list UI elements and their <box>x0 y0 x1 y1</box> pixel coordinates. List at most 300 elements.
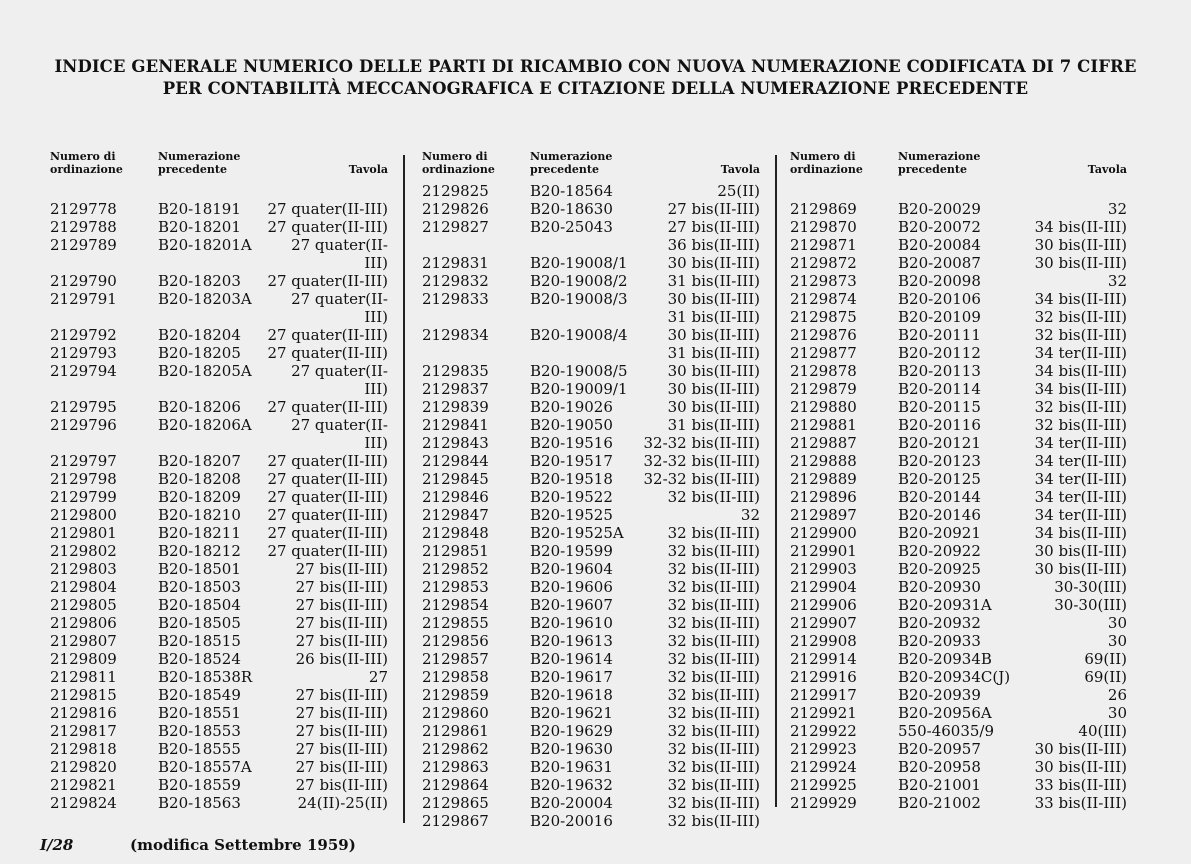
previous-number: B20-18515 <box>158 632 241 650</box>
page-number: I/28 <box>40 836 74 854</box>
previous-number: B20-18191 <box>158 200 241 218</box>
previous-number: B20-18504 <box>158 596 241 614</box>
part-number: 2129897 <box>790 506 857 524</box>
part-number: 2129879 <box>790 380 857 398</box>
previous-number: B20-20029 <box>898 200 981 218</box>
header-numero <box>422 150 495 176</box>
header-numero-line1: Numero di <box>50 150 116 163</box>
part-number: 2129816 <box>50 704 117 722</box>
previous-number: B20-20934C(J) <box>898 668 1011 686</box>
table-reference: 26 <box>1107 686 1127 704</box>
table-reference: 34 bis(II-III) <box>1034 362 1127 380</box>
previous-number: B20-18555 <box>158 740 241 758</box>
table-reference: 30 bis(II-III) <box>1034 758 1127 776</box>
part-number: 2129887 <box>790 434 857 452</box>
table-row <box>790 722 1127 740</box>
table-reference: 25(II) <box>717 182 760 200</box>
part-number: 2129834 <box>422 326 489 344</box>
table-reference: 32 <box>740 506 760 524</box>
part-number: 2129925 <box>790 776 857 794</box>
table-reference: 32 bis(II-III) <box>667 740 760 758</box>
part-number: 2129805 <box>50 596 117 614</box>
previous-number: B20-20072 <box>898 218 981 236</box>
header-tavola: Tavola <box>1087 163 1127 176</box>
table-reference: 34 ter(II-III) <box>1034 434 1127 452</box>
table-row <box>422 218 760 236</box>
table-reference: 32 bis(II-III) <box>667 722 760 740</box>
previous-number: B20-20146 <box>898 506 981 524</box>
table-row <box>422 470 760 488</box>
table-reference: 34 ter(II-III) <box>1034 506 1127 524</box>
part-number: 2129815 <box>50 686 117 704</box>
table-row <box>790 776 1127 794</box>
table-reference: 32 <box>1107 200 1127 218</box>
table-reference: 27 bis(II-III) <box>295 740 388 758</box>
table-reference: 32 bis(II-III) <box>667 686 760 704</box>
table-row <box>50 236 388 254</box>
previous-number: B20-19008/5 <box>530 362 628 380</box>
table-reference: 34 ter(II-III) <box>1034 452 1127 470</box>
table-row <box>790 650 1127 668</box>
table-reference: 27 quater(II-III) <box>267 200 388 218</box>
index-column-3 <box>790 150 1127 812</box>
table-row <box>50 272 388 290</box>
column-header <box>50 150 388 182</box>
part-number: 2129846 <box>422 488 489 506</box>
header-numerazione-line1: Numerazione <box>530 150 613 163</box>
table-reference: 32 bis(II-III) <box>1034 416 1127 434</box>
table-reference: 30 bis(II-III) <box>1034 542 1127 560</box>
table-reference: 30 bis(II-III) <box>667 362 760 380</box>
table-reference: 32 bis(II-III) <box>1034 308 1127 326</box>
table-reference: 32 bis(II-III) <box>667 524 760 542</box>
previous-number: B20-19610 <box>530 614 613 632</box>
table-reference: 27 quater(II-III) <box>267 524 388 542</box>
table-row <box>50 632 388 650</box>
previous-number: B20-18206 <box>158 398 241 416</box>
table-reference: 27 quater(II-III) <box>267 398 388 416</box>
table-reference: 27 quater(II-III) <box>267 344 388 362</box>
table-reference: 32 bis(II-III) <box>667 704 760 722</box>
part-number: 2129900 <box>790 524 857 542</box>
part-number: 2129818 <box>50 740 117 758</box>
table-row <box>422 650 760 668</box>
previous-number: B20-20939 <box>898 686 981 704</box>
table-row <box>790 362 1127 380</box>
part-number: 2129792 <box>50 326 117 344</box>
table-row <box>422 434 760 452</box>
table-row <box>422 524 760 542</box>
table-row <box>790 344 1127 362</box>
part-number: 2129845 <box>422 470 489 488</box>
table-row <box>422 398 760 416</box>
table-reference: 32 bis(II-III) <box>667 632 760 650</box>
previous-number: B20-25043 <box>530 218 613 236</box>
rows-container <box>422 182 760 830</box>
table-row <box>790 416 1127 434</box>
table-row <box>422 614 760 632</box>
table-row <box>50 362 388 380</box>
table-row <box>50 488 388 506</box>
previous-number: B20-18564 <box>530 182 613 200</box>
part-number: 2129864 <box>422 776 489 794</box>
part-number: 2129904 <box>790 578 857 596</box>
part-number: 2129839 <box>422 398 489 416</box>
previous-number: B20-20123 <box>898 452 981 470</box>
table-reference: 27 quater(II-III) <box>267 506 388 524</box>
header-tavola: Tavola <box>348 163 388 176</box>
part-number: 2129837 <box>422 380 489 398</box>
table-row <box>50 686 388 704</box>
previous-number: B20-19606 <box>530 578 613 596</box>
previous-number: B20-19008/4 <box>530 326 628 344</box>
part-number: 2129825 <box>422 182 489 200</box>
table-row <box>50 560 388 578</box>
previous-number: B20-20931A <box>898 596 992 614</box>
previous-number: B20-19614 <box>530 650 613 668</box>
previous-number: B20-18559 <box>158 776 241 794</box>
previous-number: B20-19618 <box>530 686 613 704</box>
table-reference: 27 quater(II- <box>291 416 388 434</box>
part-number: 2129832 <box>422 272 489 290</box>
table-reference: 27 bis(II-III) <box>667 200 760 218</box>
header-numero-line2: ordinazione <box>790 163 863 176</box>
table-row <box>790 452 1127 470</box>
previous-number: B20-19009/1 <box>530 380 628 398</box>
table-reference: 32 <box>1107 272 1127 290</box>
header-numerazione <box>530 150 612 176</box>
table-row <box>422 686 760 704</box>
table-row <box>50 506 388 524</box>
previous-number: B20-19050 <box>530 416 613 434</box>
table-reference: 27 quater(II- <box>291 290 388 308</box>
part-number: 2129878 <box>790 362 857 380</box>
previous-number: B20-18204 <box>158 326 241 344</box>
table-reference: 32 bis(II-III) <box>1034 398 1127 416</box>
table-row <box>422 596 760 614</box>
previous-number: B20-19631 <box>530 758 613 776</box>
table-row <box>422 812 760 830</box>
table-reference: 34 ter(II-III) <box>1034 488 1127 506</box>
index-column-1 <box>50 150 388 812</box>
table-row <box>790 488 1127 506</box>
part-number: 2129873 <box>790 272 857 290</box>
previous-number: B20-20084 <box>898 236 981 254</box>
header-numero-line2: ordinazione <box>422 163 495 176</box>
part-number: 2129854 <box>422 596 489 614</box>
previous-number: B20-18549 <box>158 686 241 704</box>
table-reference: 27 bis(II-III) <box>295 596 388 614</box>
table-reference: 27 <box>368 668 388 686</box>
table-reference: 27 quater(II-III) <box>267 488 388 506</box>
previous-number: B20-20087 <box>898 254 981 272</box>
previous-number: B20-18505 <box>158 614 241 632</box>
previous-number: B20-20957 <box>898 740 981 758</box>
table-row <box>790 308 1127 326</box>
previous-number: B20-21001 <box>898 776 981 794</box>
previous-number: B20-20934B <box>898 650 992 668</box>
part-number: 2129826 <box>422 200 489 218</box>
table-row <box>422 380 760 398</box>
table-row <box>422 344 760 362</box>
previous-number: B20-18203A <box>158 290 252 308</box>
part-number: 2129820 <box>50 758 117 776</box>
table-row <box>790 740 1127 758</box>
previous-number: B20-19607 <box>530 596 613 614</box>
part-number: 2129875 <box>790 308 857 326</box>
previous-number: B20-20933 <box>898 632 981 650</box>
table-row <box>790 668 1127 686</box>
table-reference: 30 bis(II-III) <box>1034 236 1127 254</box>
table-row <box>790 542 1127 560</box>
table-reference: 30 <box>1107 632 1127 650</box>
part-number: 2129865 <box>422 794 489 812</box>
part-number: 2129876 <box>790 326 857 344</box>
header-numerazione-line2: precedente <box>530 163 599 176</box>
part-number: 2129923 <box>790 740 857 758</box>
table-reference: III) <box>364 380 388 398</box>
table-row <box>422 416 760 434</box>
previous-number: B20-18503 <box>158 578 241 596</box>
table-row <box>422 704 760 722</box>
part-number: 2129799 <box>50 488 117 506</box>
previous-number: B20-19604 <box>530 560 613 578</box>
previous-number: B20-20114 <box>898 380 981 398</box>
table-reference: 34 bis(II-III) <box>1034 218 1127 236</box>
header-numerazione <box>158 150 240 176</box>
table-row <box>50 704 388 722</box>
table-reference: 30 <box>1107 614 1127 632</box>
table-row <box>422 326 760 344</box>
previous-number: B20-20116 <box>898 416 981 434</box>
table-reference: 30 <box>1107 704 1127 722</box>
table-row <box>422 578 760 596</box>
previous-number: B20-18551 <box>158 704 241 722</box>
previous-number: B20-20121 <box>898 434 981 452</box>
part-number: 2129791 <box>50 290 117 308</box>
table-row <box>422 452 760 470</box>
previous-number: B20-19525A <box>530 524 624 542</box>
table-row <box>422 506 760 524</box>
table-row <box>50 758 388 776</box>
table-reference: 27 quater(II-III) <box>267 218 388 236</box>
table-reference: 32 bis(II-III) <box>667 578 760 596</box>
part-number: 2129907 <box>790 614 857 632</box>
header-numerazione <box>898 150 980 176</box>
table-row <box>50 794 388 812</box>
table-reference: 33 bis(II-III) <box>1034 776 1127 794</box>
table-reference: 26 bis(II-III) <box>295 650 388 668</box>
table-reference: 27 bis(II-III) <box>295 704 388 722</box>
previous-number: B20-19629 <box>530 722 613 740</box>
part-number: 2129929 <box>790 794 857 812</box>
part-number: 2129922 <box>790 722 857 740</box>
table-reference: 27 bis(II-III) <box>295 578 388 596</box>
previous-number: B20-19621 <box>530 704 613 722</box>
header-numero-line1: Numero di <box>422 150 488 163</box>
previous-number: B20-18211 <box>158 524 241 542</box>
table-row <box>50 326 388 344</box>
part-number: 2129917 <box>790 686 857 704</box>
table-reference: III) <box>364 308 388 326</box>
table-reference: 34 bis(II-III) <box>1034 524 1127 542</box>
part-number: 2129796 <box>50 416 117 434</box>
table-reference: 32 bis(II-III) <box>667 776 760 794</box>
table-reference: 27 bis(II-III) <box>295 758 388 776</box>
table-row <box>50 650 388 668</box>
table-reference: III) <box>364 434 388 452</box>
column-divider-1 <box>403 155 405 823</box>
part-number: 2129833 <box>422 290 489 308</box>
table-reference: 27 quater(II-III) <box>267 272 388 290</box>
table-row <box>790 470 1127 488</box>
table-row <box>790 794 1127 812</box>
part-number: 2129853 <box>422 578 489 596</box>
previous-number: B20-18524 <box>158 650 241 668</box>
previous-number: B20-20109 <box>898 308 981 326</box>
table-reference: 27 bis(II-III) <box>295 560 388 578</box>
part-number: 2129790 <box>50 272 117 290</box>
table-reference: 27 bis(II-III) <box>295 632 388 650</box>
table-reference: 32-32 bis(II-III) <box>643 434 760 452</box>
table-row <box>50 452 388 470</box>
table-reference: 32 bis(II-III) <box>667 668 760 686</box>
table-row <box>790 398 1127 416</box>
index-column-2 <box>422 150 760 830</box>
table-row <box>422 560 760 578</box>
table-row <box>50 200 388 218</box>
table-row <box>50 218 388 236</box>
column-header <box>422 150 760 182</box>
previous-number: B20-20112 <box>898 344 981 362</box>
table-row <box>790 218 1127 236</box>
part-number: 2129804 <box>50 578 117 596</box>
part-number: 2129824 <box>50 794 117 812</box>
table-row <box>422 272 760 290</box>
table-row <box>422 758 760 776</box>
header-numero <box>50 150 123 176</box>
previous-number: B20-19632 <box>530 776 613 794</box>
part-number: 2129794 <box>50 362 117 380</box>
table-reference: 36 bis(II-III) <box>667 236 760 254</box>
part-number: 2129908 <box>790 632 857 650</box>
part-number: 2129872 <box>790 254 857 272</box>
table-reference: 30 bis(II-III) <box>1034 740 1127 758</box>
part-number: 2129914 <box>790 650 857 668</box>
table-reference: 27 bis(II-III) <box>295 686 388 704</box>
column-divider-2 <box>775 155 777 807</box>
table-row <box>422 668 760 686</box>
part-number: 2129848 <box>422 524 489 542</box>
previous-number: B20-20932 <box>898 614 981 632</box>
table-reference: 31 bis(II-III) <box>667 308 760 326</box>
table-reference: 30 bis(II-III) <box>667 290 760 308</box>
table-row <box>790 632 1127 650</box>
table-row <box>790 380 1127 398</box>
part-number: 2129906 <box>790 596 857 614</box>
table-row <box>422 722 760 740</box>
part-number: 2129921 <box>790 704 857 722</box>
previous-number: B20-20016 <box>530 812 613 830</box>
previous-number: B20-19617 <box>530 668 613 686</box>
table-reference: 31 bis(II-III) <box>667 272 760 290</box>
header-numero-line2: ordinazione <box>50 163 123 176</box>
table-reference: 30 bis(II-III) <box>667 254 760 272</box>
part-number: 2129869 <box>790 200 857 218</box>
revision-note: (modifica Settembre 1959) <box>130 836 356 854</box>
table-reference: 32 bis(II-III) <box>667 614 760 632</box>
table-row <box>422 488 760 506</box>
table-reference: 24(II)-25(II) <box>297 794 388 812</box>
table-row <box>790 758 1127 776</box>
table-row <box>50 290 388 308</box>
part-number: 2129841 <box>422 416 489 434</box>
title-line-1: INDICE GENERALE NUMERICO DELLE PARTI DI RICAMBIO CON NUOVA NUMERAZIONE CODIFICATA DI 7 CIFRE <box>54 57 1137 76</box>
previous-number: B20-18553 <box>158 722 241 740</box>
table-row <box>50 614 388 632</box>
previous-number: B20-19517 <box>530 452 613 470</box>
table-reference: 27 quater(II- <box>291 236 388 254</box>
title-line-2: PER CONTABILITÀ MECCANOGRAFICA E CITAZIONE DELLA NUMERAZIONE PRECEDENTE <box>162 79 1029 98</box>
table-row <box>790 578 1127 596</box>
previous-number: B20-20144 <box>898 488 981 506</box>
part-number: 2129809 <box>50 650 117 668</box>
table-row <box>50 776 388 794</box>
previous-number: B20-19599 <box>530 542 613 560</box>
rows-container <box>50 182 388 812</box>
table-row <box>50 182 388 200</box>
part-number: 2129807 <box>50 632 117 650</box>
table-reference: 30 bis(II-III) <box>667 380 760 398</box>
part-number: 2129860 <box>422 704 489 722</box>
table-row <box>50 344 388 362</box>
part-number: 2129856 <box>422 632 489 650</box>
previous-number: B20-18501 <box>158 560 241 578</box>
part-number: 2129797 <box>50 452 117 470</box>
previous-number: B20-18201 <box>158 218 241 236</box>
table-reference: 30 bis(II-III) <box>667 326 760 344</box>
table-reference: 30-30(III) <box>1054 578 1127 596</box>
table-row <box>790 614 1127 632</box>
part-number: 2129861 <box>422 722 489 740</box>
previous-number: B20-18201A <box>158 236 252 254</box>
previous-number: B20-20098 <box>898 272 981 290</box>
part-number: 2129857 <box>422 650 489 668</box>
part-number: 2129843 <box>422 434 489 452</box>
part-number: 2129817 <box>50 722 117 740</box>
table-reference: 32 bis(II-III) <box>667 560 760 578</box>
table-reference: 31 bis(II-III) <box>667 416 760 434</box>
previous-number: B20-18557A <box>158 758 252 776</box>
table-reference: 69(II) <box>1084 668 1127 686</box>
table-row <box>50 254 388 272</box>
part-number: 2129880 <box>790 398 857 416</box>
table-row <box>50 398 388 416</box>
part-number: 2129802 <box>50 542 117 560</box>
table-reference: 32-32 bis(II-III) <box>643 452 760 470</box>
table-reference: 30-30(III) <box>1054 596 1127 614</box>
table-row <box>50 308 388 326</box>
table-reference: 27 quater(II-III) <box>267 470 388 488</box>
part-number: 2129874 <box>790 290 857 308</box>
previous-number: B20-20111 <box>898 326 981 344</box>
part-number: 2129788 <box>50 218 117 236</box>
part-number: 2129806 <box>50 614 117 632</box>
table-reference: 27 bis(II-III) <box>667 218 760 236</box>
part-number: 2129847 <box>422 506 489 524</box>
header-tavola: Tavola <box>720 163 760 176</box>
previous-number: B20-19008/1 <box>530 254 628 272</box>
